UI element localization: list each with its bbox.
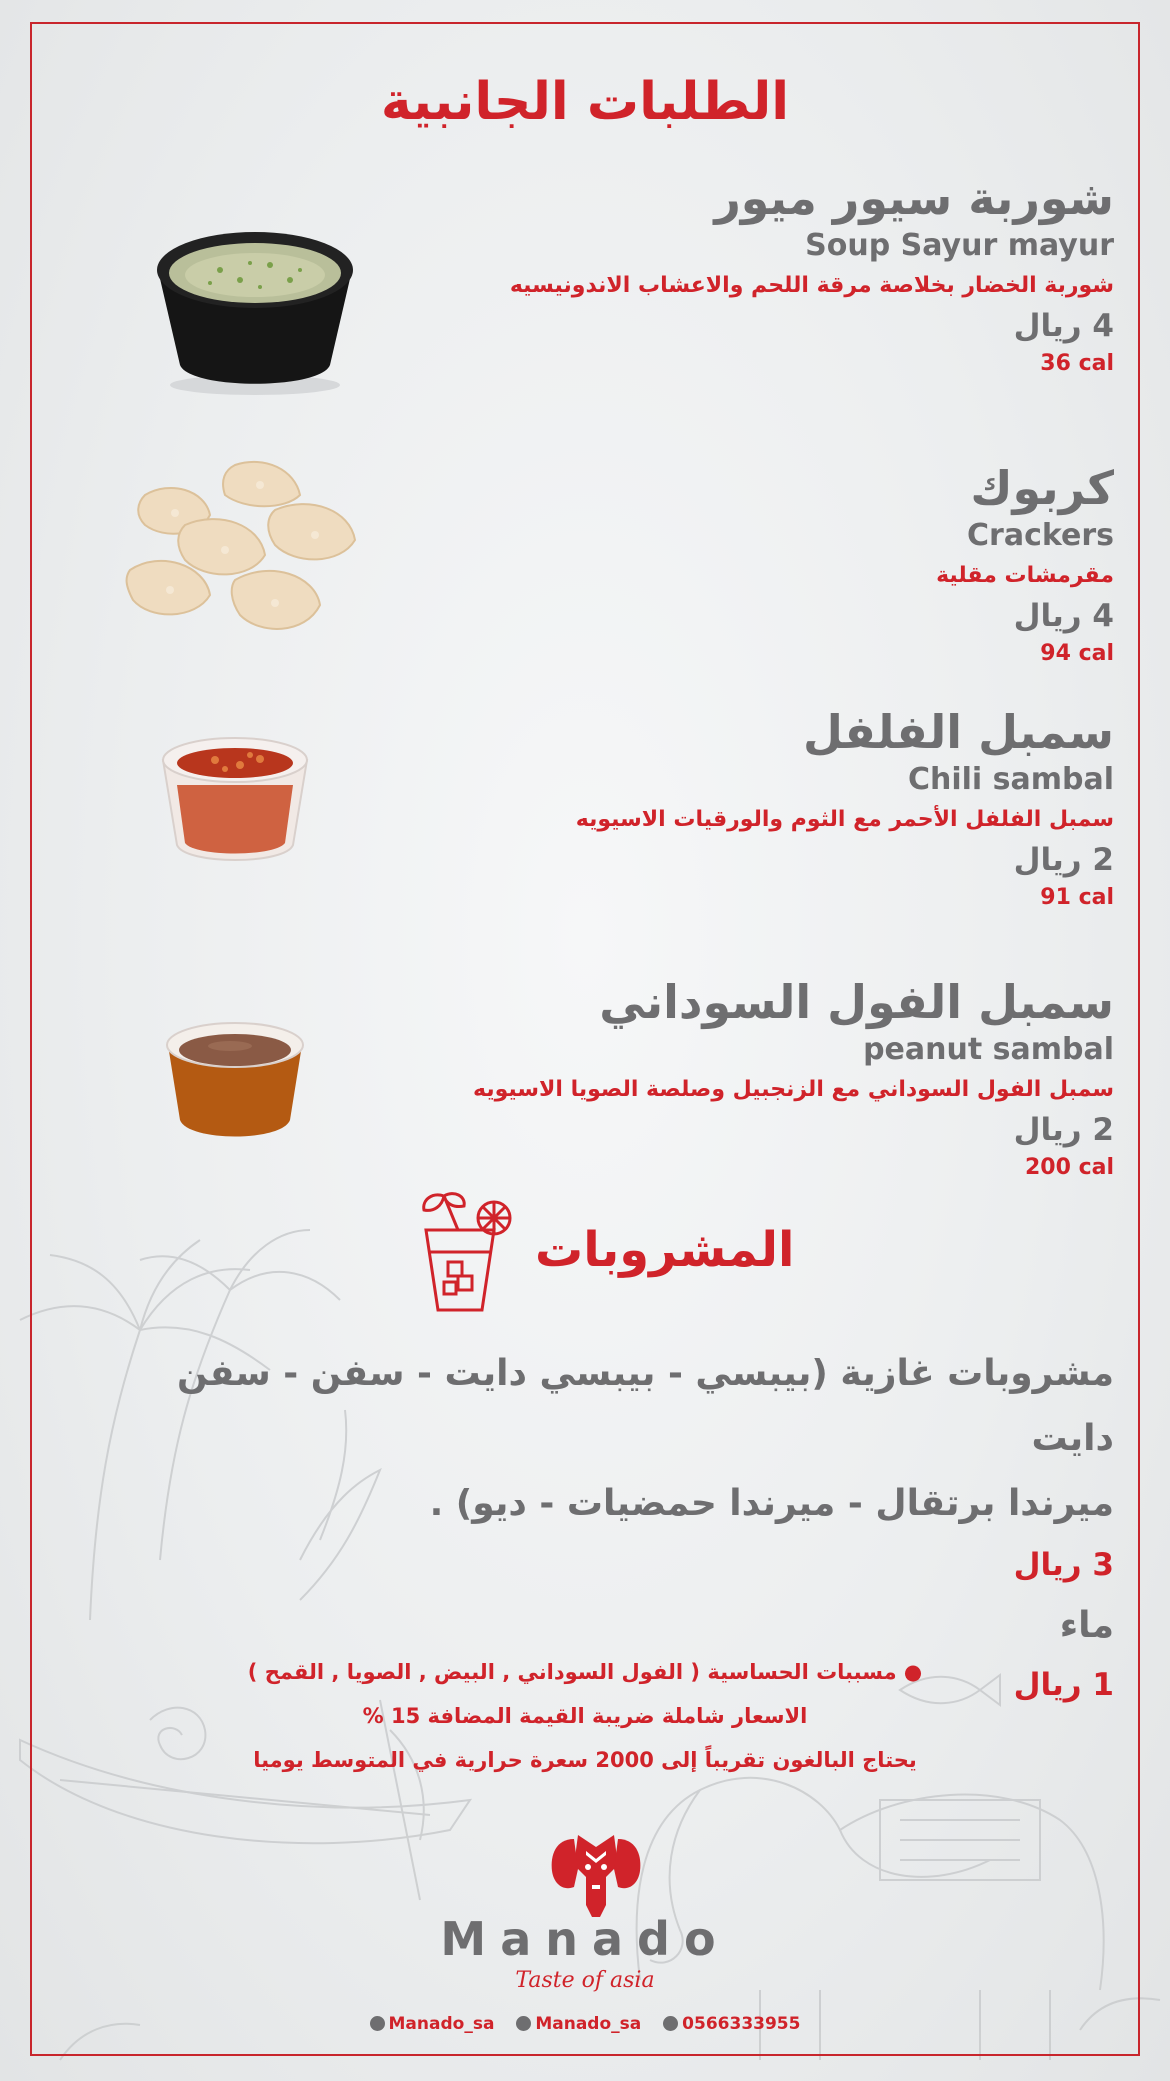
phone-icon <box>663 2016 678 2031</box>
peanut-sambal-image <box>160 1010 310 1150</box>
menu-item-chili-sambal <box>414 706 1114 914</box>
item-description: سمبل الفول السوداني مع الزنجبيل وصلصة الصويا الاسيويه <box>473 1076 1114 1102</box>
menu-item-peanut-sambal <box>414 976 1114 1184</box>
item-description: سمبل الفلفل الأحمر مع الثوم والورقيات الاسيويه <box>575 806 1114 832</box>
drinks-section-title: المشروبات <box>535 1222 795 1278</box>
crackers-image <box>125 455 385 655</box>
item-calories: 36 cal <box>1040 351 1114 377</box>
item-price: 4 ريال <box>1013 598 1114 635</box>
item-name-en: Crackers <box>967 517 1114 553</box>
item-price: 4 ريال <box>1013 308 1114 345</box>
contact-bar <box>0 2014 1170 2034</box>
water-price: 1 ريال <box>1013 1667 1114 1704</box>
instagram-icon <box>370 2016 385 2031</box>
snapchat-icon <box>516 2016 531 2031</box>
page-title: الطلبات الجانبية <box>380 72 790 132</box>
item-name-ar: سمبل الفول السوداني <box>599 975 1114 1029</box>
item-description: مقرمشات مقلية <box>936 562 1114 588</box>
item-price: 2 ريال <box>1013 842 1114 879</box>
menu-item-soup <box>414 172 1114 380</box>
allergens-note: ● مسببات الحساسية ( الفول السوداني , البيض , الصويا , القمح ) <box>247 1660 923 1684</box>
brand-tagline: Taste of asia <box>515 1968 655 1993</box>
soft-drinks-line-1: مشروبات غازية (بيبسي - بيبسي دايت - سفن - سفن دايت <box>177 1353 1114 1459</box>
item-name-ar: شوربة سيور ميور <box>714 171 1114 225</box>
item-name-en: Soup Sayur mayur <box>805 227 1114 263</box>
calories-notice: يحتاج البالغون تقريباً إلى 2000 سعرة حرارية في المتوسط يوميا <box>253 1748 917 1772</box>
item-price: 2 ريال <box>1013 1112 1114 1149</box>
menu-item-crackers <box>414 462 1114 670</box>
menu-notes <box>0 1650 1170 1782</box>
item-calories: 200 cal <box>1024 1155 1114 1181</box>
brand-name: Manado <box>440 1912 730 1966</box>
instagram-handle: Manado_sa <box>388 2014 495 2034</box>
manado-elephant-logo <box>548 1825 644 1921</box>
vat-note: الاسعار شاملة ضريبة القيمة المضافة 15 % <box>362 1704 808 1728</box>
drink-glass-icon <box>404 1190 516 1316</box>
chili-sambal-image <box>155 725 315 875</box>
item-name-ar: كربوك <box>970 461 1114 515</box>
snapchat-contact[interactable] <box>516 2014 647 2034</box>
soft-drinks-price: 3 ريال <box>1013 1547 1114 1584</box>
item-name-ar: سمبل الفلفل <box>802 705 1114 759</box>
instagram-contact[interactable] <box>370 2014 501 2034</box>
water-label: ماء <box>1059 1605 1114 1647</box>
soup-bowl-image <box>150 225 360 405</box>
item-calories: 91 cal <box>1040 885 1114 911</box>
item-name-en: peanut sambal <box>863 1031 1114 1067</box>
item-description: شوربة الخضار بخلاصة مرقة اللحم والاعشاب الاندونيسيه <box>509 272 1114 298</box>
item-name-en: Chili sambal <box>907 761 1114 797</box>
phone-number: 0566333955 <box>682 2014 801 2034</box>
phone-contact[interactable] <box>663 2014 800 2034</box>
soft-drinks-line-2: ميرندا برتقال - ميرندا حمضيات - ديو) . <box>429 1482 1114 1524</box>
item-calories: 94 cal <box>1040 641 1114 667</box>
snapchat-handle: Manado_sa <box>535 2014 642 2034</box>
